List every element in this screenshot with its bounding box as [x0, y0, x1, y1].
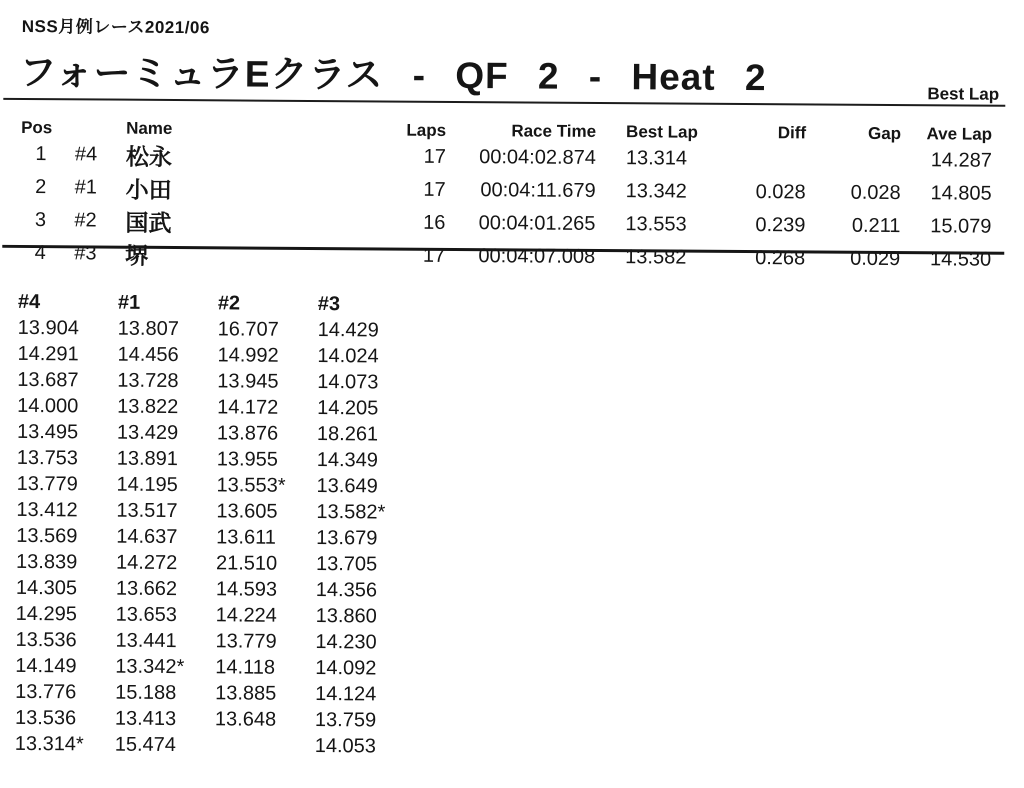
results-cell-laps: 17 — [423, 145, 446, 168]
lap-time-cell: 14.149 — [15, 654, 77, 677]
lap-row — [17, 445, 417, 474]
results-cell-best_lap: 13.314 — [625, 147, 688, 170]
lap-time-cell: 13.605 — [216, 499, 278, 523]
lap-times-table — [15, 289, 418, 760]
lap-table-body — [15, 315, 418, 760]
results-cell-ave_lap: 14.530 — [929, 248, 992, 271]
lap-time-cell: 21.510 — [215, 551, 278, 575]
lap-time-cell: 14.124 — [315, 682, 377, 705]
results-cell-laps: 17 — [422, 244, 446, 267]
lap-time-cell: 13.822 — [117, 395, 179, 418]
lap-time-cell: 14.349 — [316, 448, 378, 471]
results-cell-laps: 17 — [423, 178, 446, 201]
results-cell-pos: 1 — [35, 143, 47, 166]
results-cell-no: #4 — [74, 143, 98, 166]
results-header-gap: Gap — [867, 123, 902, 144]
lap-time-cell: 13.495 — [16, 420, 79, 443]
lap-time-cell: 13.728 — [117, 369, 179, 392]
lap-time-cell: 13.891 — [116, 447, 179, 470]
lap-time-cell: 13.611 — [216, 525, 276, 549]
event-title: NSS月例レース2021/06 — [21, 16, 210, 38]
lap-time-cell: 13.536 — [14, 706, 77, 729]
results-header-best_lap: Best Lap — [626, 122, 698, 142]
lap-table-head — [18, 289, 418, 318]
lap-row — [16, 601, 416, 630]
lap-time-cell: 13.413 — [114, 707, 177, 730]
lap-time-cell: 13.662 — [115, 577, 178, 600]
lap-row — [17, 367, 417, 396]
lap-time-cell: 16.707 — [217, 317, 279, 341]
lap-time-cell: 13.687 — [17, 368, 79, 391]
lap-time-cell: 14.205 — [317, 396, 379, 419]
lap-row — [16, 497, 416, 526]
results-cell-ave_lap: 14.805 — [930, 182, 992, 205]
lap-time-cell: 13.553* — [216, 473, 286, 497]
results-row — [20, 204, 991, 244]
lap-time-cell: 14.230 — [315, 630, 377, 653]
lap-row — [16, 549, 416, 578]
lap-row — [17, 393, 417, 422]
lap-time-cell: 13.753 — [16, 446, 79, 469]
lap-time-cell: 14.593 — [215, 577, 278, 601]
results-cell-gap: 0.028 — [850, 181, 901, 205]
results-cell-best_lap: 13.582 — [625, 246, 687, 269]
lap-time-cell: 13.759 — [314, 708, 377, 731]
lap-time-cell: 13.776 — [15, 680, 77, 703]
lap-time-cell: 14.073 — [317, 370, 379, 393]
lap-time-cell: 14.172 — [217, 395, 279, 419]
results-header-no — [61, 114, 116, 138]
results-cell-gap: 0.211 — [851, 214, 901, 238]
results-cell-pos: 4 — [34, 242, 46, 265]
lap-time-cell: 13.649 — [316, 474, 378, 497]
lap-time-cell: 13.904 — [17, 316, 79, 339]
results-row — [20, 237, 991, 277]
results-cell-ave_lap: 14.287 — [930, 149, 992, 172]
lap-time-cell: 14.295 — [15, 602, 77, 625]
page-title: フォーミュラEクラス - QF 2 - Heat 2 — [19, 51, 767, 99]
lap-time-cell: 14.992 — [217, 343, 279, 367]
results-cell-pos: 3 — [34, 209, 47, 232]
lap-time-cell: 14.356 — [315, 578, 378, 601]
lap-time-cell: 13.807 — [117, 317, 179, 340]
results-cell-diff: 0.268 — [755, 247, 806, 270]
results-cell-best_lap: 13.342 — [625, 180, 687, 203]
lap-time-cell: 15.188 — [115, 681, 177, 704]
lap-time-cell: 13.779 — [215, 629, 277, 653]
lap-time-cell: 14.195 — [116, 473, 178, 496]
lap-time-cell: 13.885 — [215, 681, 277, 705]
results-cell-gap: 0.029 — [850, 247, 901, 271]
lap-time-cell: 14.272 — [115, 551, 178, 574]
best-lap-column-caption: Best Lap — [927, 84, 1000, 104]
lap-time-cell: 13.412 — [16, 498, 78, 521]
lap-header-car-2: #1 — [117, 291, 141, 314]
lap-time-cell: 14.092 — [315, 656, 377, 679]
results-cell-diff: 0.028 — [755, 181, 806, 204]
lap-time-cell: 13.705 — [315, 552, 378, 575]
lap-time-cell: 13.342* — [115, 655, 185, 678]
results-cell-race_time: 00:04:01.265 — [478, 212, 596, 235]
lap-header-row — [18, 289, 418, 318]
lap-row — [16, 523, 416, 552]
lap-row — [15, 653, 415, 682]
lap-time-cell: 14.429 — [317, 318, 379, 341]
results-header-laps: Laps — [406, 120, 447, 140]
results-cell-race_time: 00:04:07.008 — [478, 245, 596, 268]
lap-time-cell: 14.224 — [215, 603, 277, 627]
lap-time-cell: 13.314* — [14, 732, 84, 755]
lap-time-cell: 13.517 — [116, 499, 178, 522]
lap-time-cell: 13.582* — [316, 500, 386, 523]
results-cell-name: 松永 — [125, 143, 172, 170]
lap-row — [17, 419, 417, 448]
results-header-race_time: Race Time — [511, 121, 597, 141]
lap-row — [15, 627, 415, 656]
lap-row — [15, 679, 415, 708]
lap-row — [16, 575, 416, 604]
lap-time-cell: 13.429 — [116, 421, 179, 444]
results-table-body — [20, 138, 992, 277]
lap-time-cell: 14.456 — [117, 343, 179, 366]
results-cell-no: #1 — [74, 176, 98, 199]
results-cell-no: #3 — [74, 242, 97, 265]
lap-time-cell: 14.053 — [314, 734, 377, 757]
lap-time-cell: 14.118 — [215, 655, 276, 679]
lap-time-cell: 13.779 — [16, 472, 78, 495]
lap-time-cell: 13.876 — [216, 421, 279, 445]
lap-time-cell: 14.291 — [17, 342, 79, 365]
results-cell-name: 堺 — [125, 242, 149, 269]
lap-row — [17, 471, 417, 500]
lap-time-cell: 13.945 — [217, 369, 279, 393]
results-header-ave_lap: Ave Lap — [926, 124, 993, 144]
lap-time-cell: 14.637 — [116, 525, 178, 548]
results-cell-race_time: 00:04:02.874 — [479, 146, 596, 169]
results-header-diff: Diff — [777, 123, 807, 143]
results-cell-diff — [711, 143, 806, 177]
results-cell-diff: 0.239 — [755, 214, 806, 237]
lap-time-cell: 13.536 — [15, 628, 77, 651]
lap-time-cell: 13.860 — [315, 604, 377, 627]
lap-time-cell: 13.648 — [214, 707, 277, 731]
lap-header-car-4: #3 — [317, 292, 341, 315]
lap-time-cell: 14.305 — [15, 576, 78, 599]
lap-row — [15, 731, 415, 760]
results-cell-race_time: 00:04:11.679 — [480, 179, 596, 202]
lap-time-cell — [215, 732, 315, 759]
results-cell-pos: 2 — [35, 176, 47, 199]
lap-time-cell: 15.474 — [114, 733, 177, 756]
results-cell-best_lap: 13.553 — [625, 213, 687, 236]
lap-row — [15, 705, 415, 734]
results-cell-laps: 16 — [423, 211, 446, 234]
results-cell-name: 国武 — [125, 209, 172, 236]
lap-time-cell: 13.679 — [316, 526, 378, 549]
lap-row — [17, 341, 417, 370]
lap-time-cell: 13.569 — [16, 524, 78, 547]
results-header-name: Name — [126, 118, 173, 138]
lap-time-cell: 14.024 — [317, 344, 379, 367]
lap-time-cell: 14.000 — [17, 394, 79, 417]
lap-row — [18, 315, 418, 344]
results-cell-ave_lap: 15.079 — [930, 215, 992, 238]
results-cell-no: #2 — [74, 209, 97, 232]
results-cell-name: 小田 — [125, 176, 172, 203]
lap-time-cell: 13.839 — [16, 550, 78, 573]
lap-time-cell: 13.955 — [216, 447, 279, 471]
lap-time-cell: 13.441 — [115, 629, 177, 652]
lap-header-car-1: #4 — [17, 290, 41, 313]
results-header-pos: Pos — [21, 117, 53, 138]
results-cell-gap — [806, 143, 901, 177]
lap-time-cell: 18.261 — [316, 422, 379, 445]
lap-header-car-3: #2 — [217, 291, 241, 314]
lap-time-cell: 13.653 — [115, 603, 177, 626]
